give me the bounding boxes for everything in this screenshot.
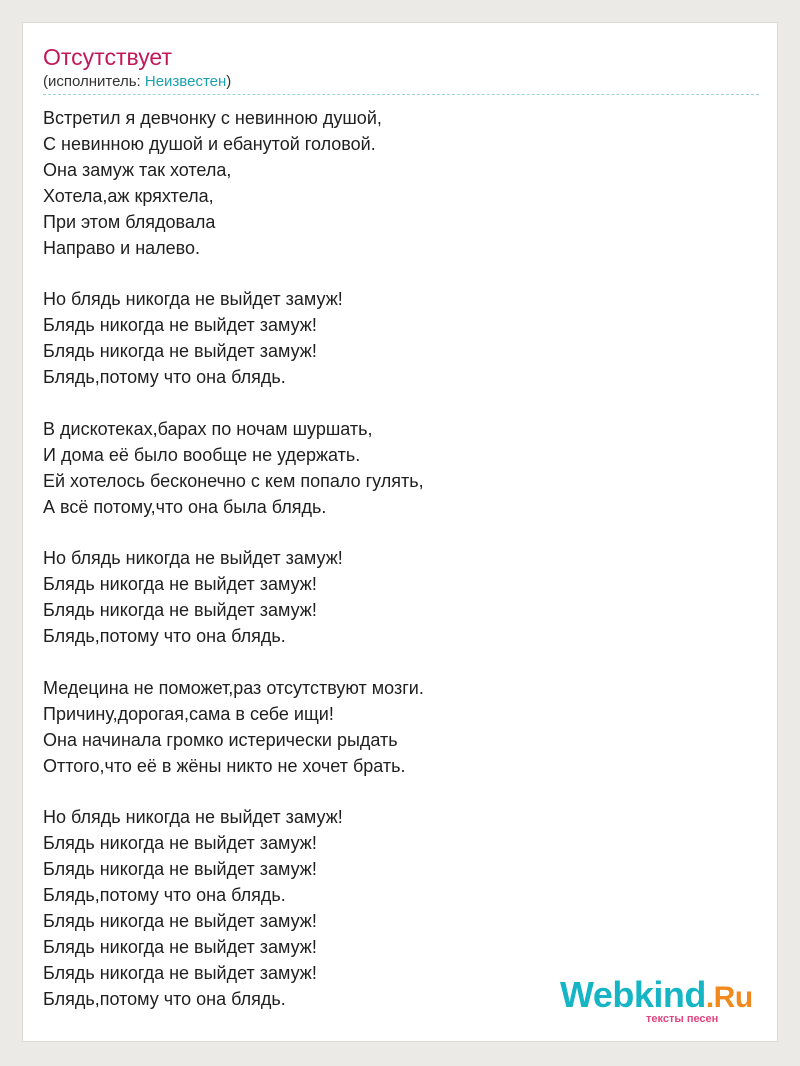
lyrics-stanza xyxy=(43,417,424,521)
lyric-line: В дискотеках,барах по ночам шуршать, xyxy=(43,418,373,439)
lyric-line: Блядь никогда не выйдет замуж! xyxy=(43,315,317,336)
lyric-line: Ей хотелось бесконечно с кем попало гулять, xyxy=(43,470,424,491)
lyrics-text xyxy=(43,106,424,1039)
lyric-line: С невинною душой и ебанутой головой. xyxy=(43,133,376,154)
lyrics-stanza xyxy=(43,546,424,650)
webkind-logo[interactable] xyxy=(560,975,760,1025)
lyric-line: Она замуж так хотела, xyxy=(43,159,232,180)
lyric-line: Направо и налево. xyxy=(43,237,201,258)
artist-suffix: ) xyxy=(226,73,232,90)
lyric-line: Блядь никогда не выйдет замуж! xyxy=(43,962,317,983)
lyrics-stanza xyxy=(43,287,424,391)
lyric-line: Блядь никогда не выйдет замуж! xyxy=(43,833,317,854)
logo-tagline: тексты песен xyxy=(646,1013,719,1025)
lyric-line: А всё потому,что она была блядь. xyxy=(43,496,327,517)
lyric-line: Но блядь никогда не выйдет замуж! xyxy=(43,807,343,828)
lyric-line: Блядь никогда не выйдет замуж! xyxy=(43,911,317,932)
logo-tld: .Ru xyxy=(705,981,753,1014)
lyrics-stanza xyxy=(43,805,424,1012)
lyrics-stanza xyxy=(43,106,424,261)
lyric-line: Блядь,потому что она блядь. xyxy=(43,885,286,906)
song-title: Отсутствует xyxy=(43,44,172,70)
lyric-line: Но блядь никогда не выйдет замуж! xyxy=(43,548,343,569)
lyric-line: Блядь никогда не выйдет замуж! xyxy=(43,936,317,957)
lyric-line: И дома её было вообще не удержать. xyxy=(43,444,361,465)
lyric-line: Оттого,что её в жёны никто не хочет брать. xyxy=(43,755,406,776)
lyric-line: Она начинала громко истерически рыдать xyxy=(43,729,398,750)
lyric-line: Блядь,потому что она блядь. xyxy=(43,626,286,647)
lyric-line: Блядь,потому что она блядь. xyxy=(43,367,286,388)
artist-prefix: (исполнитель: xyxy=(43,73,145,90)
artist-link[interactable]: Неизвестен xyxy=(144,73,227,90)
lyric-line: Блядь никогда не выйдет замуж! xyxy=(43,600,317,621)
logo-wordmark xyxy=(560,975,753,1018)
lyric-line: Причину,дорогая,сама в себе ищи! xyxy=(43,703,334,724)
lyric-line: Блядь никогда не выйдет замуж! xyxy=(43,341,317,362)
lyric-line: Встретил я девчонку с невинною душой, xyxy=(43,108,382,128)
lyric-line: Блядь никогда не выйдет замуж! xyxy=(43,859,317,880)
logo-main-text: Webkind xyxy=(560,974,706,1015)
lyric-line: Блядь,потому что она блядь. xyxy=(43,988,286,1009)
lyric-line: Хотела,аж кряхтела, xyxy=(43,185,214,206)
lyric-line: Но блядь никогда не выйдет замуж! xyxy=(43,289,343,310)
lyrics-card xyxy=(22,22,778,1042)
lyric-line: Медецина не поможет,раз отсутствуют мозги. xyxy=(43,677,424,698)
lyric-line: При этом блядовала xyxy=(43,211,216,232)
lyric-line: Блядь никогда не выйдет замуж! xyxy=(43,574,317,595)
divider xyxy=(43,94,759,95)
artist-line xyxy=(43,73,231,91)
lyrics-stanza xyxy=(43,676,424,780)
